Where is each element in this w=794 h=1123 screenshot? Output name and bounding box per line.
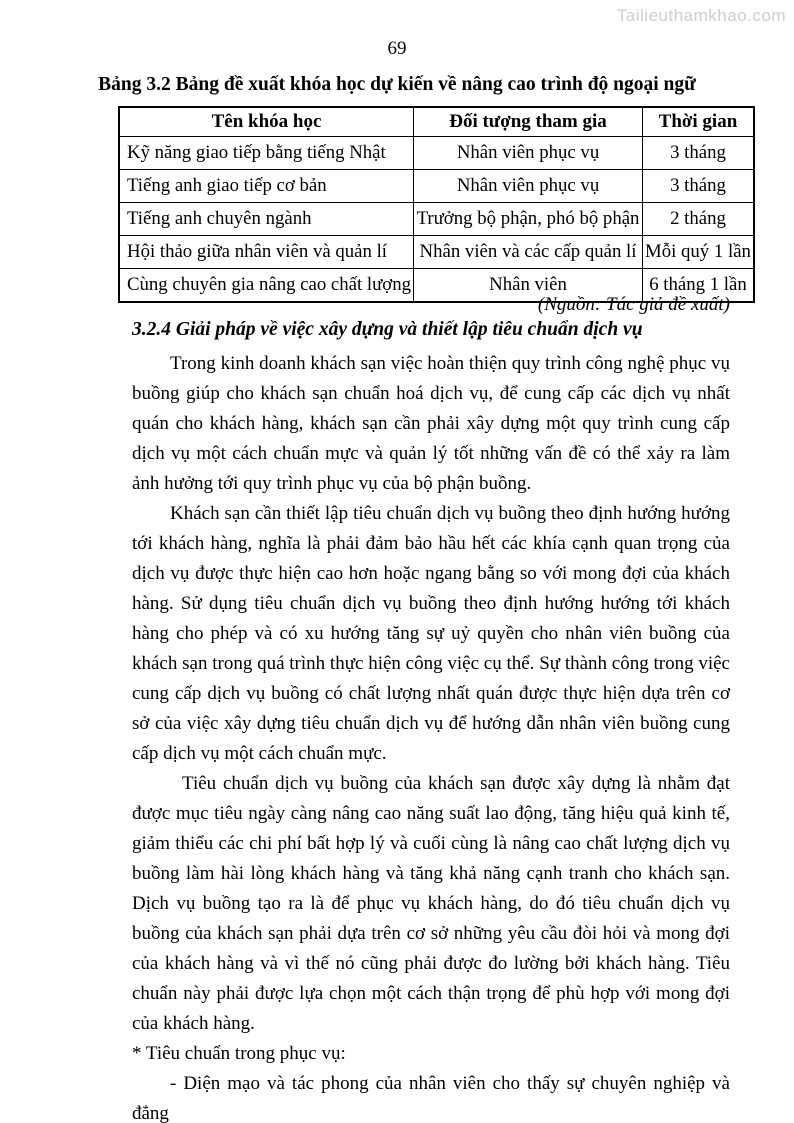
table-row [119,170,754,203]
proposal-table [118,106,755,303]
table-cell: Kỹ năng giao tiếp bằng tiếng Nhật [119,137,414,170]
body-text [132,349,730,1123]
table-row [119,203,754,236]
header-cell-course-name: Tên khóa học [119,107,414,137]
list-intro-line: * Tiêu chuẩn trong phục vụ: [132,1043,346,1064]
table-source: (Nguồn: Tác giả đề xuất) [537,294,730,315]
table-cell: 3 tháng [643,170,754,203]
table-cell: 6 tháng 1 lần [643,269,754,303]
table-cell: Nhân viên và các cấp quản lí [414,236,643,269]
table-cell: Hội thảo giữa nhân viên và quản lí [119,236,414,269]
paragraph: Tiêu chuẩn dịch vụ buồng của khách sạn được xây dựng là nhằm đạt được mục tiêu ngày càng nâng cao năng suất lao động, tăng hiệu quả kinh tế, giảm thiểu các chi phí bất hợp lý và cuối cùng là nâng cao chất lượng dịch vụ buồng làm hài lòng khách hàng và tăng khả năng cạnh tranh cho khách sạn. Dịch vụ buồng tạo ra là để phục vụ khách hàng, do đó tiêu chuẩn dịch vụ buồng của khách sạn phải dựa trên cơ sở những yêu cầu đòi hỏi và mong đợi của khách hàng và vì thế nó cũng phải được đo lường bởi khách hàng. Tiêu chuẩn này phải được lựa chọn một cách thận trọng để phù hợp với mong đợi của khách hàng. [132,773,730,1034]
table-cell: 2 tháng [643,203,754,236]
table-header-row [119,107,754,137]
watermark-text: Tailieuthamkhao.com [616,6,786,25]
table-cell: Nhân viên [414,269,643,303]
table-cell: Tiếng anh giao tiếp cơ bản [119,170,414,203]
table-cell: Trưởng bộ phận, phó bộ phận [414,203,643,236]
table-row [119,137,754,170]
table-caption: Bảng 3.2 Bảng đề xuất khóa học dự kiến về nâng cao trình độ ngoại ngữ [98,74,696,95]
table-cell: Nhân viên phục vụ [414,137,643,170]
table-row [119,236,754,269]
table-cell: Cùng chuyên gia nâng cao chất lượng [119,269,414,303]
header-cell-participants: Đối tượng tham gia [414,107,643,137]
table-cell: Nhân viên phục vụ [414,170,643,203]
table-cell: Mỗi quý 1 lần [643,236,754,269]
table-cell: Tiếng anh chuyên ngành [119,203,414,236]
list-item-line: - Diện mạo và tác phong của nhân viên cho thấy sự chuyên nghiệp và đẳng [132,1073,730,1123]
paragraph: Trong kinh doanh khách sạn việc hoàn thiện quy trình công nghệ phục vụ buồng giúp cho khách sạn chuẩn hoá dịch vụ, để cung cấp các dịch vụ nhất quán cho khách hàng, khách sạn cần phải xây dựng một quy trình cung cấp dịch vụ một cách chuẩn mực và quản lý tốt những vấn đề có thể xảy ra làm ảnh hưởng tới quy trình phục vụ của bộ phận buồng. [132,353,730,494]
paragraph: Khách sạn cần thiết lập tiêu chuẩn dịch vụ buồng theo định hướng hướng tới khách hàng, nghĩa là phải đảm bảo hầu hết các khía cạnh quan trọng của dịch vụ được thực hiện cao hơn hoặc ngang bằng so với mong đợi của khách hàng. Sử dụng tiêu chuẩn dịch vụ buồng theo định hướng hướng tới khách hàng cho phép và có xu hướng tăng sự uỷ quyền cho nhân viên buồng của khách sạn trong quá trình thực hiện công việc cụ thể. Sự thành công trong việc cung cấp dịch vụ buồng có chất lượng nhất quán được thực hiện dựa trên cơ sở của việc xây dựng tiêu chuẩn dịch vụ để hướng dẫn nhân viên buồng cung cấp dịch vụ một cách chuẩn mực. [132,503,730,764]
section-heading: 3.2.4 Giải pháp về việc xây dựng và thiết lập tiêu chuẩn dịch vụ [132,319,643,340]
table-cell: 3 tháng [643,137,754,170]
header-cell-duration: Thời gian [643,107,754,137]
page-number: 69 [387,38,407,59]
